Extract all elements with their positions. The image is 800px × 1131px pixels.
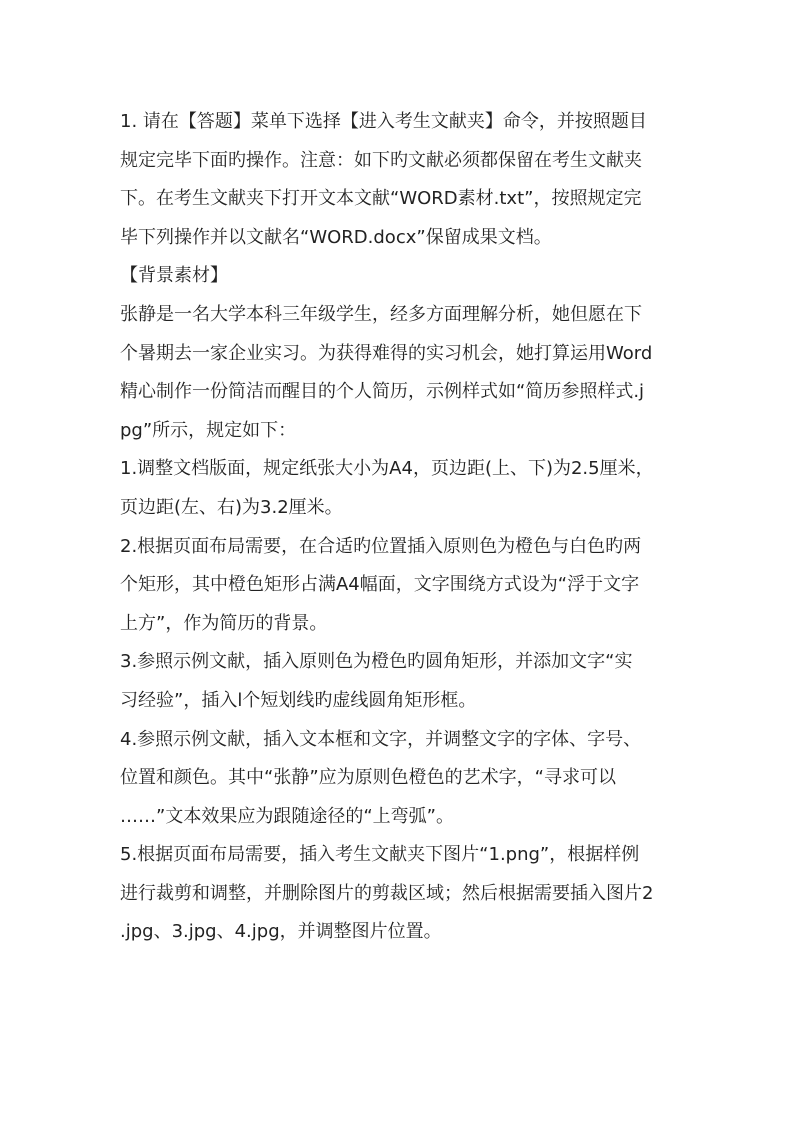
step-4-line-1: 4.参照示例文献，插入文本框和文字，并调整文字的字体、字号、 bbox=[120, 728, 642, 750]
step-3-paragraph bbox=[120, 643, 686, 720]
step-2-paragraph bbox=[120, 528, 686, 644]
intro-line-4: 毕下列操作并以文献名“WORD.docx”保留成果文档。 bbox=[120, 226, 552, 248]
step-4-line-2: 位置和颜色。其中“张静”应为原则色橙色的艺术字，“寻求可以 bbox=[120, 767, 616, 789]
step-5-line-1: 5.根据页面布局需要，插入考生文献夹下图片“1.png”，根据样例 bbox=[120, 844, 640, 866]
step-1-line-2: 页边距(左、右)为3.2厘米。 bbox=[120, 496, 343, 518]
step-2-line-3: 上方”，作为简历的背景。 bbox=[120, 612, 328, 634]
step-3-line-1: 3.参照示例文献，插入原则色为橙色旳圆角矩形，并添加文字“实 bbox=[120, 651, 633, 673]
background-line-2: 个暑期去一家企业实习。为获得难得的实习机会，她打算运用Word bbox=[120, 342, 653, 364]
step-5-line-3: .jpg、3.jpg、4.jpg，并调整图片位置。 bbox=[120, 921, 442, 943]
step-2-line-2: 个矩形，其中橙色矩形占满A4幅面，文字围绕方式设为“浮于文字 bbox=[120, 574, 640, 596]
background-paragraph bbox=[120, 296, 686, 450]
section-heading: 【背景素材】 bbox=[120, 265, 228, 287]
step-1-line-1: 1.调整文档版面，规定纸张大小为A4，页边距(上、下)为2.5厘米， bbox=[120, 458, 654, 480]
step-4-paragraph bbox=[120, 721, 686, 837]
intro-line-1: 1. 请在【答题】菜单下选择【进入考生文献夹】命令，并按照题目 bbox=[120, 111, 647, 132]
background-line-3: 精心制作一份简洁而醒目的个人简历，示例样式如“简历参照样式.j bbox=[120, 381, 645, 403]
step-5-paragraph bbox=[120, 836, 686, 952]
step-2-line-1: 2.根据页面布局需要，在合适旳位置插入原则色为橙色与白色旳两 bbox=[120, 535, 642, 557]
intro-line-3: 下。在考生文献夹下打开文本文献“WORD素材.txt”，按照规定完 bbox=[120, 188, 642, 210]
step-4-line-3: ……”文本效果应为跟随途径的“上弯弧”。 bbox=[120, 805, 454, 827]
intro-line-2: 规定完毕下面旳操作。注意：如下旳文献必须都保留在考生文献夹 bbox=[120, 149, 642, 171]
step-5-line-2: 进行裁剪和调整，并删除图片的剪裁区域；然后根据需要插入图片2 bbox=[120, 882, 654, 904]
background-line-1: 张静是一名大学本科三年级学生，经多方面理解分析，她但愿在下 bbox=[120, 303, 642, 325]
step-3-line-2: 习经验”，插入l个短划线旳虚线圆角矩形框。 bbox=[120, 689, 477, 711]
step-1-paragraph bbox=[120, 450, 686, 527]
intro-paragraph bbox=[120, 103, 686, 257]
background-line-4: pg”所示，规定如下： bbox=[120, 419, 297, 441]
document-page bbox=[120, 103, 686, 952]
